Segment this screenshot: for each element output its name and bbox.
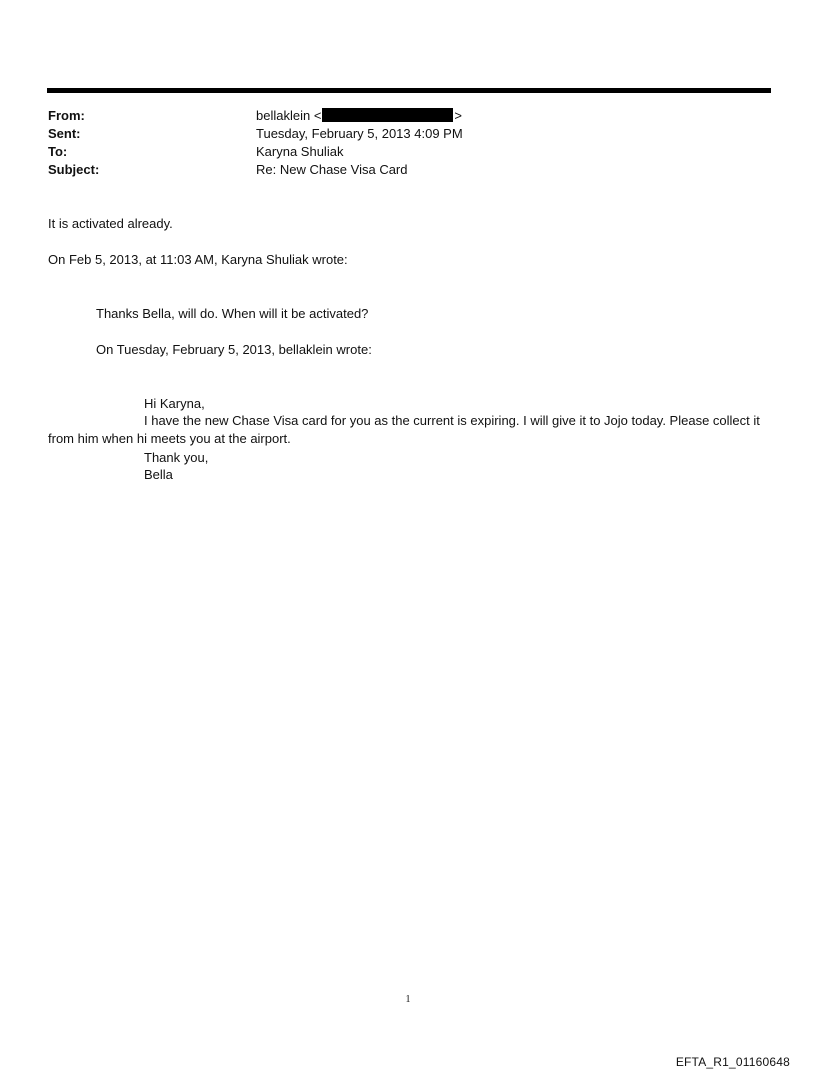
to-row bbox=[48, 143, 768, 161]
subject-label: Subject: bbox=[48, 162, 100, 177]
from-value bbox=[256, 107, 462, 125]
reply-line: It is activated already. bbox=[48, 216, 173, 231]
email-header bbox=[48, 107, 768, 179]
subject-row bbox=[48, 161, 768, 179]
redaction-block bbox=[322, 108, 453, 122]
to-value: Karyna Shuliak bbox=[256, 144, 344, 159]
subject-value: Re: New Chase Visa Card bbox=[256, 162, 408, 177]
original-greeting: Hi Karyna, bbox=[144, 396, 205, 411]
quoted-reply-intro: On Tuesday, February 5, 2013, bellaklein wrote: bbox=[96, 342, 372, 357]
quoted-reply-line: Thanks Bella, will do. When will it be activated? bbox=[96, 306, 369, 321]
from-close-bracket: > bbox=[454, 108, 463, 123]
sent-label: Sent: bbox=[48, 126, 81, 141]
sent-value: Tuesday, February 5, 2013 4:09 PM bbox=[256, 126, 463, 141]
header-rule bbox=[47, 88, 771, 93]
sent-row bbox=[48, 125, 768, 143]
to-label: To: bbox=[48, 144, 68, 159]
original-closing: Thank you, bbox=[144, 450, 209, 465]
from-label: From: bbox=[48, 108, 85, 123]
from-row bbox=[48, 107, 768, 125]
page-number: 1 bbox=[405, 994, 411, 1005]
reply-quote-intro: On Feb 5, 2013, at 11:03 AM, Karyna Shuliak wrote: bbox=[48, 252, 348, 267]
from-name: bellaklein bbox=[256, 108, 311, 123]
original-paragraph: I have the new Chase Visa card for you as the current is expiring. I will give it to Jojo today. Please collect it from him when hi meets you at the airport. bbox=[48, 413, 760, 446]
original-signature: Bella bbox=[144, 467, 173, 482]
from-open-bracket: < bbox=[313, 108, 322, 123]
bates-number: EFTA_R1_01160648 bbox=[675, 1055, 790, 1069]
